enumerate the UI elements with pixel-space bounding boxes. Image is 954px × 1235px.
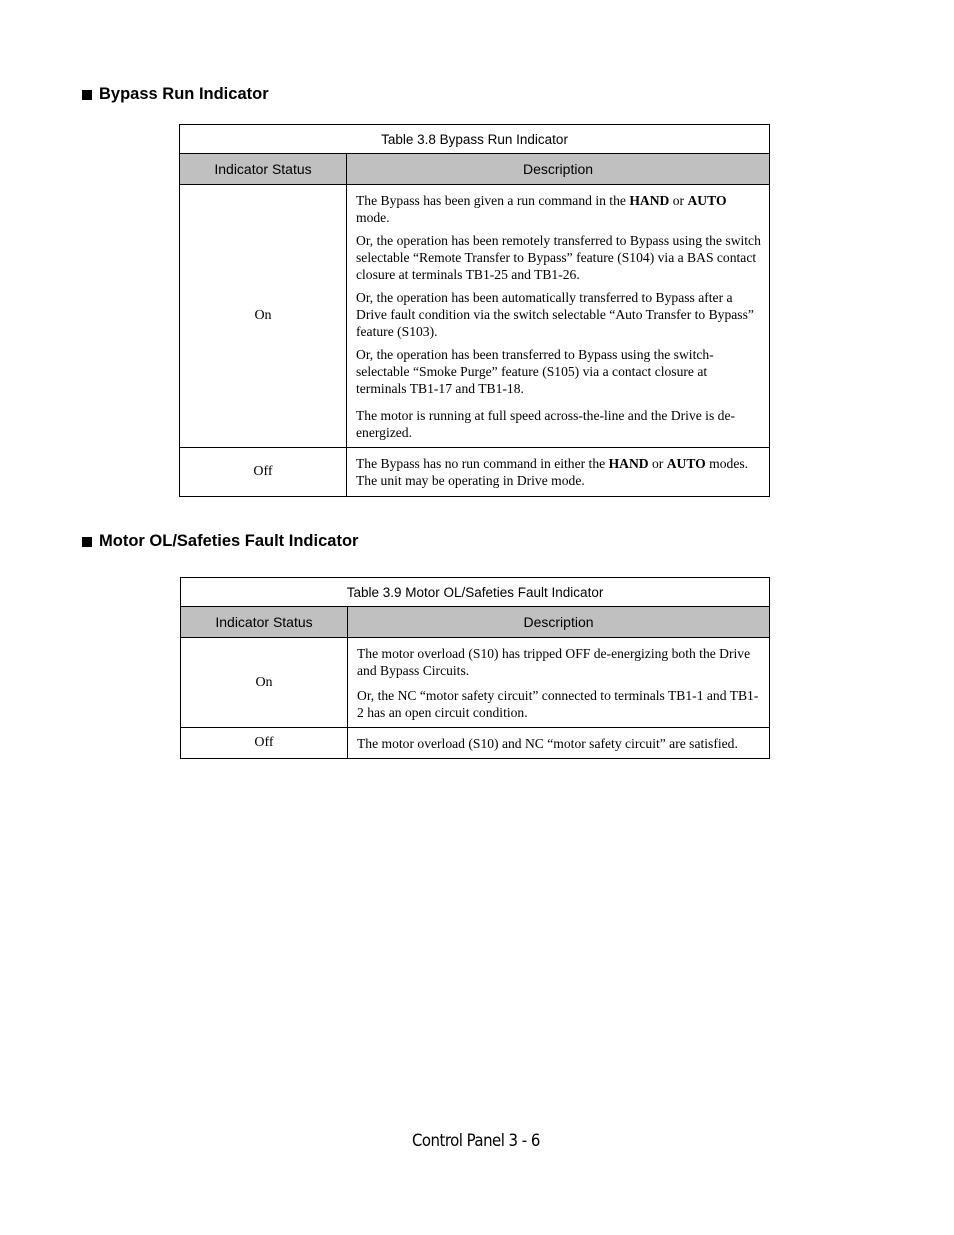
section-heading-text: Bypass Run Indicator <box>99 85 269 103</box>
description-paragraph: Or, the operation has been remotely transferred to Bypass using the switch selectable “Remote Transfer to Bypass” feature (S104) via a BAS contact closure at terminals TB1-25 and TB1-26. <box>356 232 761 282</box>
indicator-status-cell: Off <box>180 448 347 497</box>
description-paragraph: The Bypass has been given a run command in the HAND or AUTO mode. <box>356 192 727 225</box>
indicator-status-cell: On <box>180 185 347 448</box>
description-cell <box>348 728 770 759</box>
column-header-indicator-status: Indicator Status <box>180 154 347 185</box>
page-footer: Control Panel 3 - 6 <box>412 1131 540 1151</box>
motor-ol-safeties-fault-indicator-table <box>180 577 770 759</box>
column-header-indicator-status: Indicator Status <box>181 607 348 638</box>
table-row <box>181 638 770 728</box>
table-row <box>180 448 770 497</box>
description-cell <box>347 448 770 497</box>
section-heading-motor-ol-safeties <box>82 532 358 551</box>
table-caption: Table 3.8 Bypass Run Indicator <box>180 125 770 154</box>
description-cell <box>347 185 770 448</box>
table-row <box>181 728 770 759</box>
description-paragraph: The motor overload (S10) and NC “motor safety circuit” are satisfied. <box>357 735 738 751</box>
bypass-run-indicator-table <box>179 124 770 497</box>
description-cell <box>348 638 770 728</box>
indicator-status-cell: Off <box>181 728 348 759</box>
description-paragraph: Or, the operation has been transferred to Bypass using the switch-selectable “Smoke Purge” feature (S105) via a contact closure at terminals TB1-17 and TB1-18. <box>356 346 714 396</box>
square-bullet-icon <box>82 537 92 547</box>
column-header-description: Description <box>347 154 770 185</box>
square-bullet-icon <box>82 90 92 100</box>
section-heading-text: Motor OL/Safeties Fault Indicator <box>99 532 359 550</box>
column-header-description: Description <box>348 607 770 638</box>
section-heading-bypass-run <box>82 85 269 104</box>
description-paragraph: The motor is running at full speed across-the-line and the Drive is de-energized. <box>356 407 736 440</box>
table-row <box>180 185 770 448</box>
description-paragraph: The Bypass has no run command in either the HAND or AUTO modes. The unit may be operating in Drive mode. <box>356 456 749 488</box>
indicator-status-cell: On <box>181 638 348 728</box>
description-paragraph: The motor overload (S10) has tripped OFF de-energizing both the Drive and Bypass Circuits. <box>357 645 751 678</box>
description-paragraph: Or, the NC “motor safety circuit” connected to terminals TB1-1 and TB1-2 has an open circuit condition. <box>357 687 759 720</box>
description-paragraph: Or, the operation has been automatically transferred to Bypass after a Drive fault condition via the switch selectable “Auto Transfer to Bypass” feature (S103). <box>356 289 754 339</box>
table-caption: Table 3.9 Motor OL/Safeties Fault Indicator <box>181 578 770 607</box>
